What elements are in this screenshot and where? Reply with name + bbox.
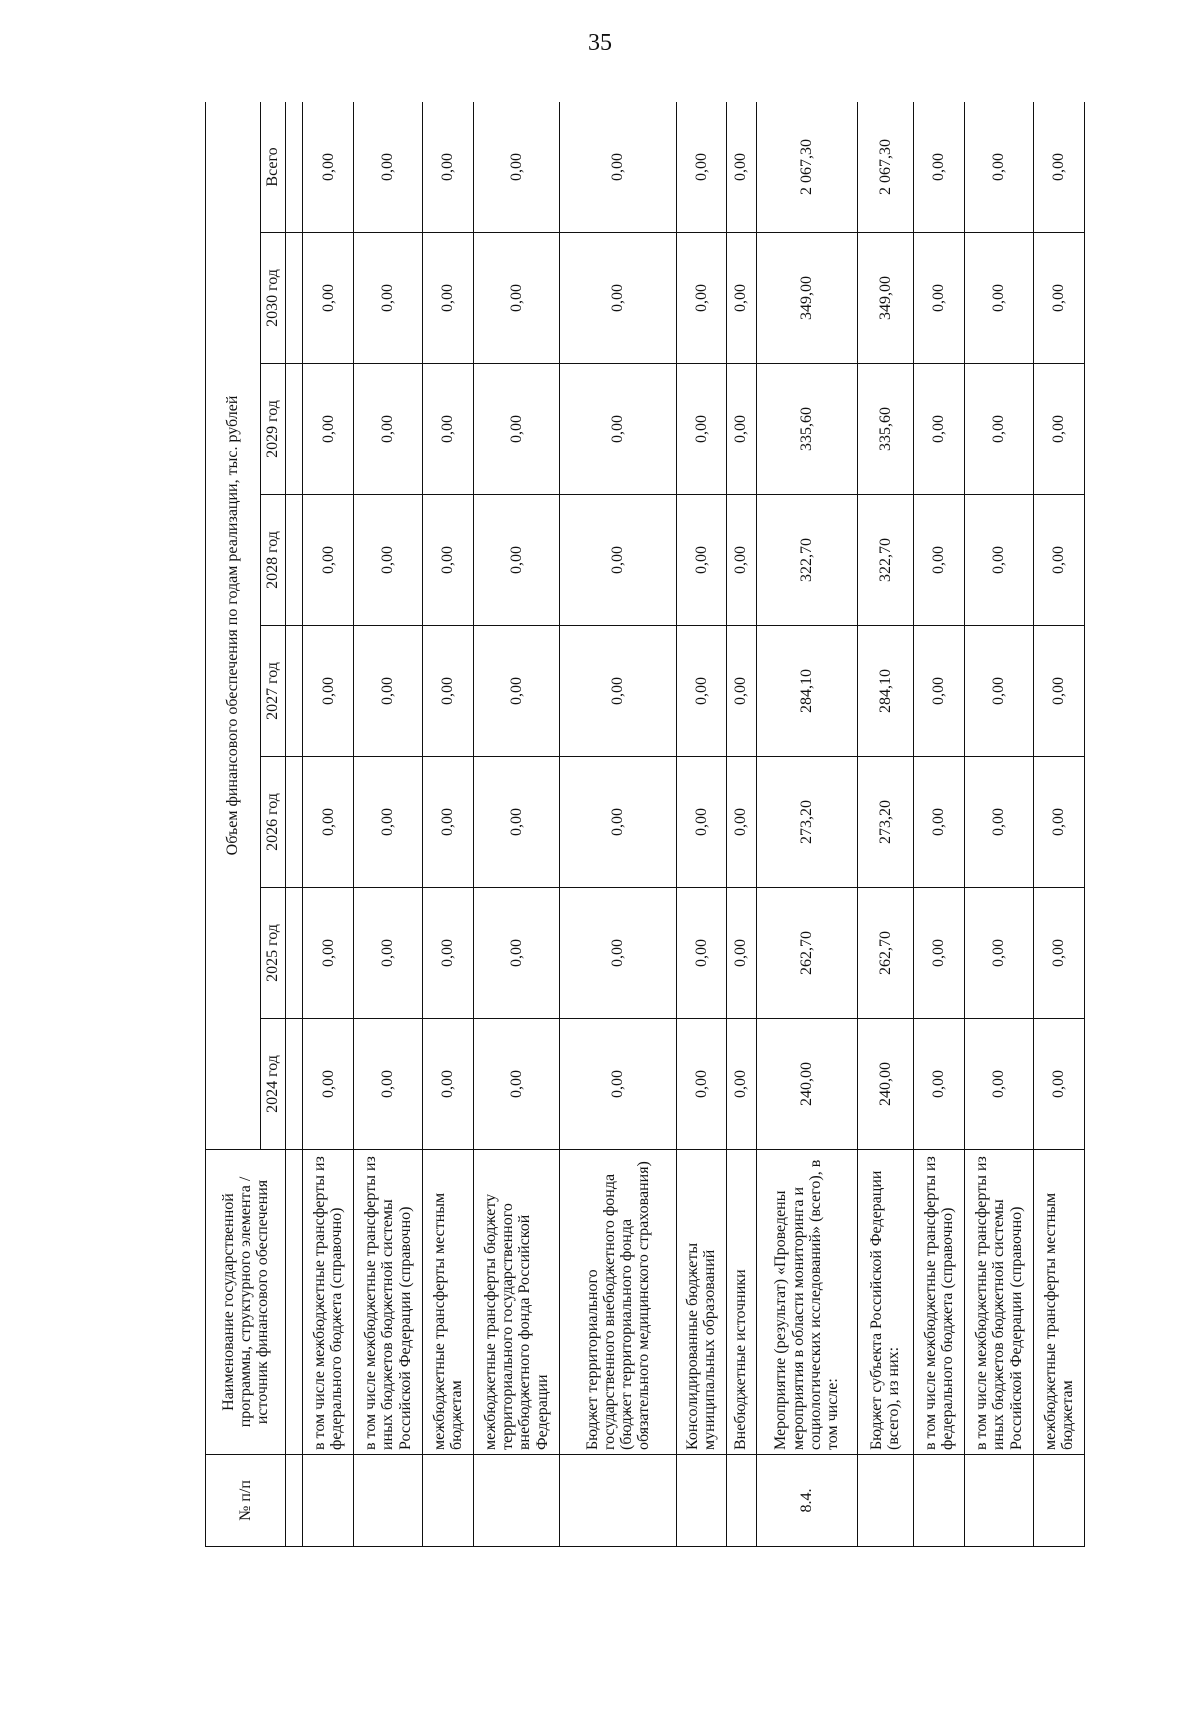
row-value: 0,00 — [559, 364, 677, 495]
row-value: 284,10 — [858, 626, 914, 757]
row-value: 0,00 — [474, 233, 560, 364]
row-number — [559, 1455, 677, 1547]
table-row — [474, 102, 560, 1547]
row-value: 349,00 — [858, 233, 914, 364]
row-value: 0,00 — [559, 626, 677, 757]
table-row — [858, 102, 914, 1547]
header-year: 2028 год — [261, 495, 286, 626]
row-value: 0,00 — [422, 102, 473, 233]
row-value: 0,00 — [1033, 102, 1084, 233]
row-value: 0,00 — [965, 1019, 1033, 1150]
row-value: 335,60 — [858, 364, 914, 495]
row-value: 0,00 — [422, 495, 473, 626]
table-row — [756, 102, 858, 1547]
row-number — [677, 1455, 726, 1547]
row-value: 273,20 — [858, 757, 914, 888]
header-year: 2030 год — [261, 233, 286, 364]
row-value: 0,00 — [559, 102, 677, 233]
row-value: 0,00 — [474, 626, 560, 757]
row-value: 0,00 — [913, 364, 964, 495]
row-name: в том числе межбюджетные трансферты из федерального бюджета (справочно) — [913, 1150, 964, 1455]
header-num: № п/п — [206, 1455, 286, 1547]
row-value: 0,00 — [474, 102, 560, 233]
header-year: 2029 год — [261, 364, 286, 495]
row-value: 0,00 — [1033, 233, 1084, 364]
page-number: 35 — [588, 30, 612, 56]
row-value: 0,00 — [913, 888, 964, 1019]
row-value: 0,00 — [354, 757, 422, 888]
row-value: 0,00 — [677, 626, 726, 757]
row-value: 284,10 — [756, 626, 858, 757]
row-value: 0,00 — [474, 1019, 560, 1150]
row-name: межбюджетные трансферты бюджету территориального государственного внебюджетного фонда Российской Федерации — [474, 1150, 560, 1455]
row-value: 322,70 — [756, 495, 858, 626]
row-value: 0,00 — [965, 495, 1033, 626]
row-name: Консолидированные бюджеты муниципальных образований — [677, 1150, 726, 1455]
row-value: 0,00 — [1033, 364, 1084, 495]
row-number — [474, 1455, 560, 1547]
table-row — [726, 102, 756, 1547]
row-value: 0,00 — [1033, 1019, 1084, 1150]
row-value: 0,00 — [354, 1019, 422, 1150]
row-name: межбюджетные трансферты местным бюджетам — [1033, 1150, 1084, 1455]
row-value: 0,00 — [303, 364, 354, 495]
table-row — [677, 102, 726, 1547]
row-value: 0,00 — [303, 495, 354, 626]
row-name: Внебюджетные источники — [726, 1150, 756, 1455]
row-value: 0,00 — [422, 233, 473, 364]
row-value: 0,00 — [913, 1019, 964, 1150]
row-value: 240,00 — [858, 1019, 914, 1150]
row-value: 0,00 — [965, 626, 1033, 757]
row-value: 0,00 — [726, 102, 756, 233]
row-value: 0,00 — [303, 757, 354, 888]
row-value: 0,00 — [677, 1019, 726, 1150]
row-name: в том числе межбюджетные трансферты из иных бюджетов бюджетной системы Российской Федерации (справочно) — [965, 1150, 1033, 1455]
table-row — [1033, 102, 1084, 1547]
row-value: 0,00 — [726, 626, 756, 757]
row-value: 0,00 — [965, 757, 1033, 888]
row-value: 2 067,30 — [858, 102, 914, 233]
row-value: 0,00 — [474, 364, 560, 495]
row-value: 0,00 — [354, 888, 422, 1019]
row-number — [354, 1455, 422, 1547]
row-value: 0,00 — [422, 757, 473, 888]
row-value: 0,00 — [303, 102, 354, 233]
row-value: 0,00 — [913, 757, 964, 888]
row-number — [1033, 1455, 1084, 1547]
row-value: 240,00 — [756, 1019, 858, 1150]
rotated-table-container — [205, 102, 1085, 1547]
row-value: 335,60 — [756, 364, 858, 495]
row-value: 0,00 — [677, 233, 726, 364]
row-value: 0,00 — [726, 1019, 756, 1150]
row-number: 8.4. — [756, 1455, 858, 1547]
table-row — [559, 102, 677, 1547]
row-value: 0,00 — [559, 495, 677, 626]
row-value: 0,00 — [422, 888, 473, 1019]
row-value: 0,00 — [726, 888, 756, 1019]
row-value: 0,00 — [726, 364, 756, 495]
row-value: 2 067,30 — [756, 102, 858, 233]
row-name: Бюджет территориального государственного внебюджетного фонда (бюджет территориального фонда обязательного медицинского страхования) — [559, 1150, 677, 1455]
header-total: Всего — [261, 102, 286, 233]
row-value: 349,00 — [756, 233, 858, 364]
row-name: в том числе межбюджетные трансферты из федерального бюджета (справочно) — [303, 1150, 354, 1455]
header-name: Наименование государственной программы, структурного элемента / источник финансового обеспечения — [206, 1150, 286, 1455]
row-number — [726, 1455, 756, 1547]
header-year: 2025 год — [261, 888, 286, 1019]
row-value: 322,70 — [858, 495, 914, 626]
table-row — [303, 102, 354, 1547]
rotated-table — [205, 102, 1085, 1547]
row-value: 0,00 — [913, 233, 964, 364]
row-value: 0,00 — [474, 888, 560, 1019]
table-row — [913, 102, 964, 1547]
row-value: 0,00 — [965, 102, 1033, 233]
row-name: межбюджетные трансферты местным бюджетам — [422, 1150, 473, 1455]
row-value: 0,00 — [726, 757, 756, 888]
table-row — [422, 102, 473, 1547]
row-number — [303, 1455, 354, 1547]
row-value: 0,00 — [965, 233, 1033, 364]
row-number — [858, 1455, 914, 1547]
row-value: 0,00 — [1033, 626, 1084, 757]
row-value: 0,00 — [677, 757, 726, 888]
row-value: 0,00 — [1033, 757, 1084, 888]
row-value: 273,20 — [756, 757, 858, 888]
financing-table — [205, 102, 1085, 1547]
row-value: 0,00 — [559, 233, 677, 364]
table-row — [354, 102, 422, 1547]
row-value: 0,00 — [303, 233, 354, 364]
row-value: 0,00 — [354, 233, 422, 364]
row-value: 0,00 — [913, 626, 964, 757]
row-value: 0,00 — [354, 495, 422, 626]
row-name: Мероприятие (результат) «Проведены мероприятия в области мониторинга и социологических исследований» (всего), в том числе: — [756, 1150, 858, 1455]
row-value: 0,00 — [422, 626, 473, 757]
row-value: 0,00 — [913, 495, 964, 626]
row-value: 0,00 — [559, 888, 677, 1019]
row-value: 0,00 — [677, 364, 726, 495]
row-number — [965, 1455, 1033, 1547]
row-value: 0,00 — [677, 888, 726, 1019]
row-value: 0,00 — [965, 888, 1033, 1019]
row-value: 0,00 — [422, 364, 473, 495]
row-value: 0,00 — [677, 102, 726, 233]
row-value: 0,00 — [303, 626, 354, 757]
header-group: Объем финансового обеспечения по годам реализации, тыс. рублей — [206, 102, 261, 1150]
row-value: 262,70 — [858, 888, 914, 1019]
row-value: 0,00 — [726, 233, 756, 364]
row-value: 0,00 — [474, 757, 560, 888]
row-value: 0,00 — [1033, 888, 1084, 1019]
row-value: 0,00 — [1033, 495, 1084, 626]
row-name: в том числе межбюджетные трансферты из иных бюджетов бюджетной системы Российской Федерации (справочно) — [354, 1150, 422, 1455]
row-value: 0,00 — [354, 626, 422, 757]
row-value: 0,00 — [677, 495, 726, 626]
row-name: Бюджет субъекта Российской Федерации (всего), из них: — [858, 1150, 914, 1455]
header-year: 2026 год — [261, 757, 286, 888]
row-value: 0,00 — [474, 495, 560, 626]
row-number — [422, 1455, 473, 1547]
table-row — [965, 102, 1033, 1547]
row-value: 0,00 — [559, 1019, 677, 1150]
row-value: 0,00 — [303, 888, 354, 1019]
row-number — [913, 1455, 964, 1547]
row-value: 0,00 — [965, 364, 1033, 495]
header-year: 2027 год — [261, 626, 286, 757]
row-value: 0,00 — [559, 757, 677, 888]
row-value: 0,00 — [303, 1019, 354, 1150]
row-value: 0,00 — [726, 495, 756, 626]
row-value: 0,00 — [913, 102, 964, 233]
row-value: 0,00 — [354, 102, 422, 233]
row-value: 0,00 — [422, 1019, 473, 1150]
row-value: 0,00 — [354, 364, 422, 495]
header-year: 2024 год — [261, 1019, 286, 1150]
row-value: 262,70 — [756, 888, 858, 1019]
